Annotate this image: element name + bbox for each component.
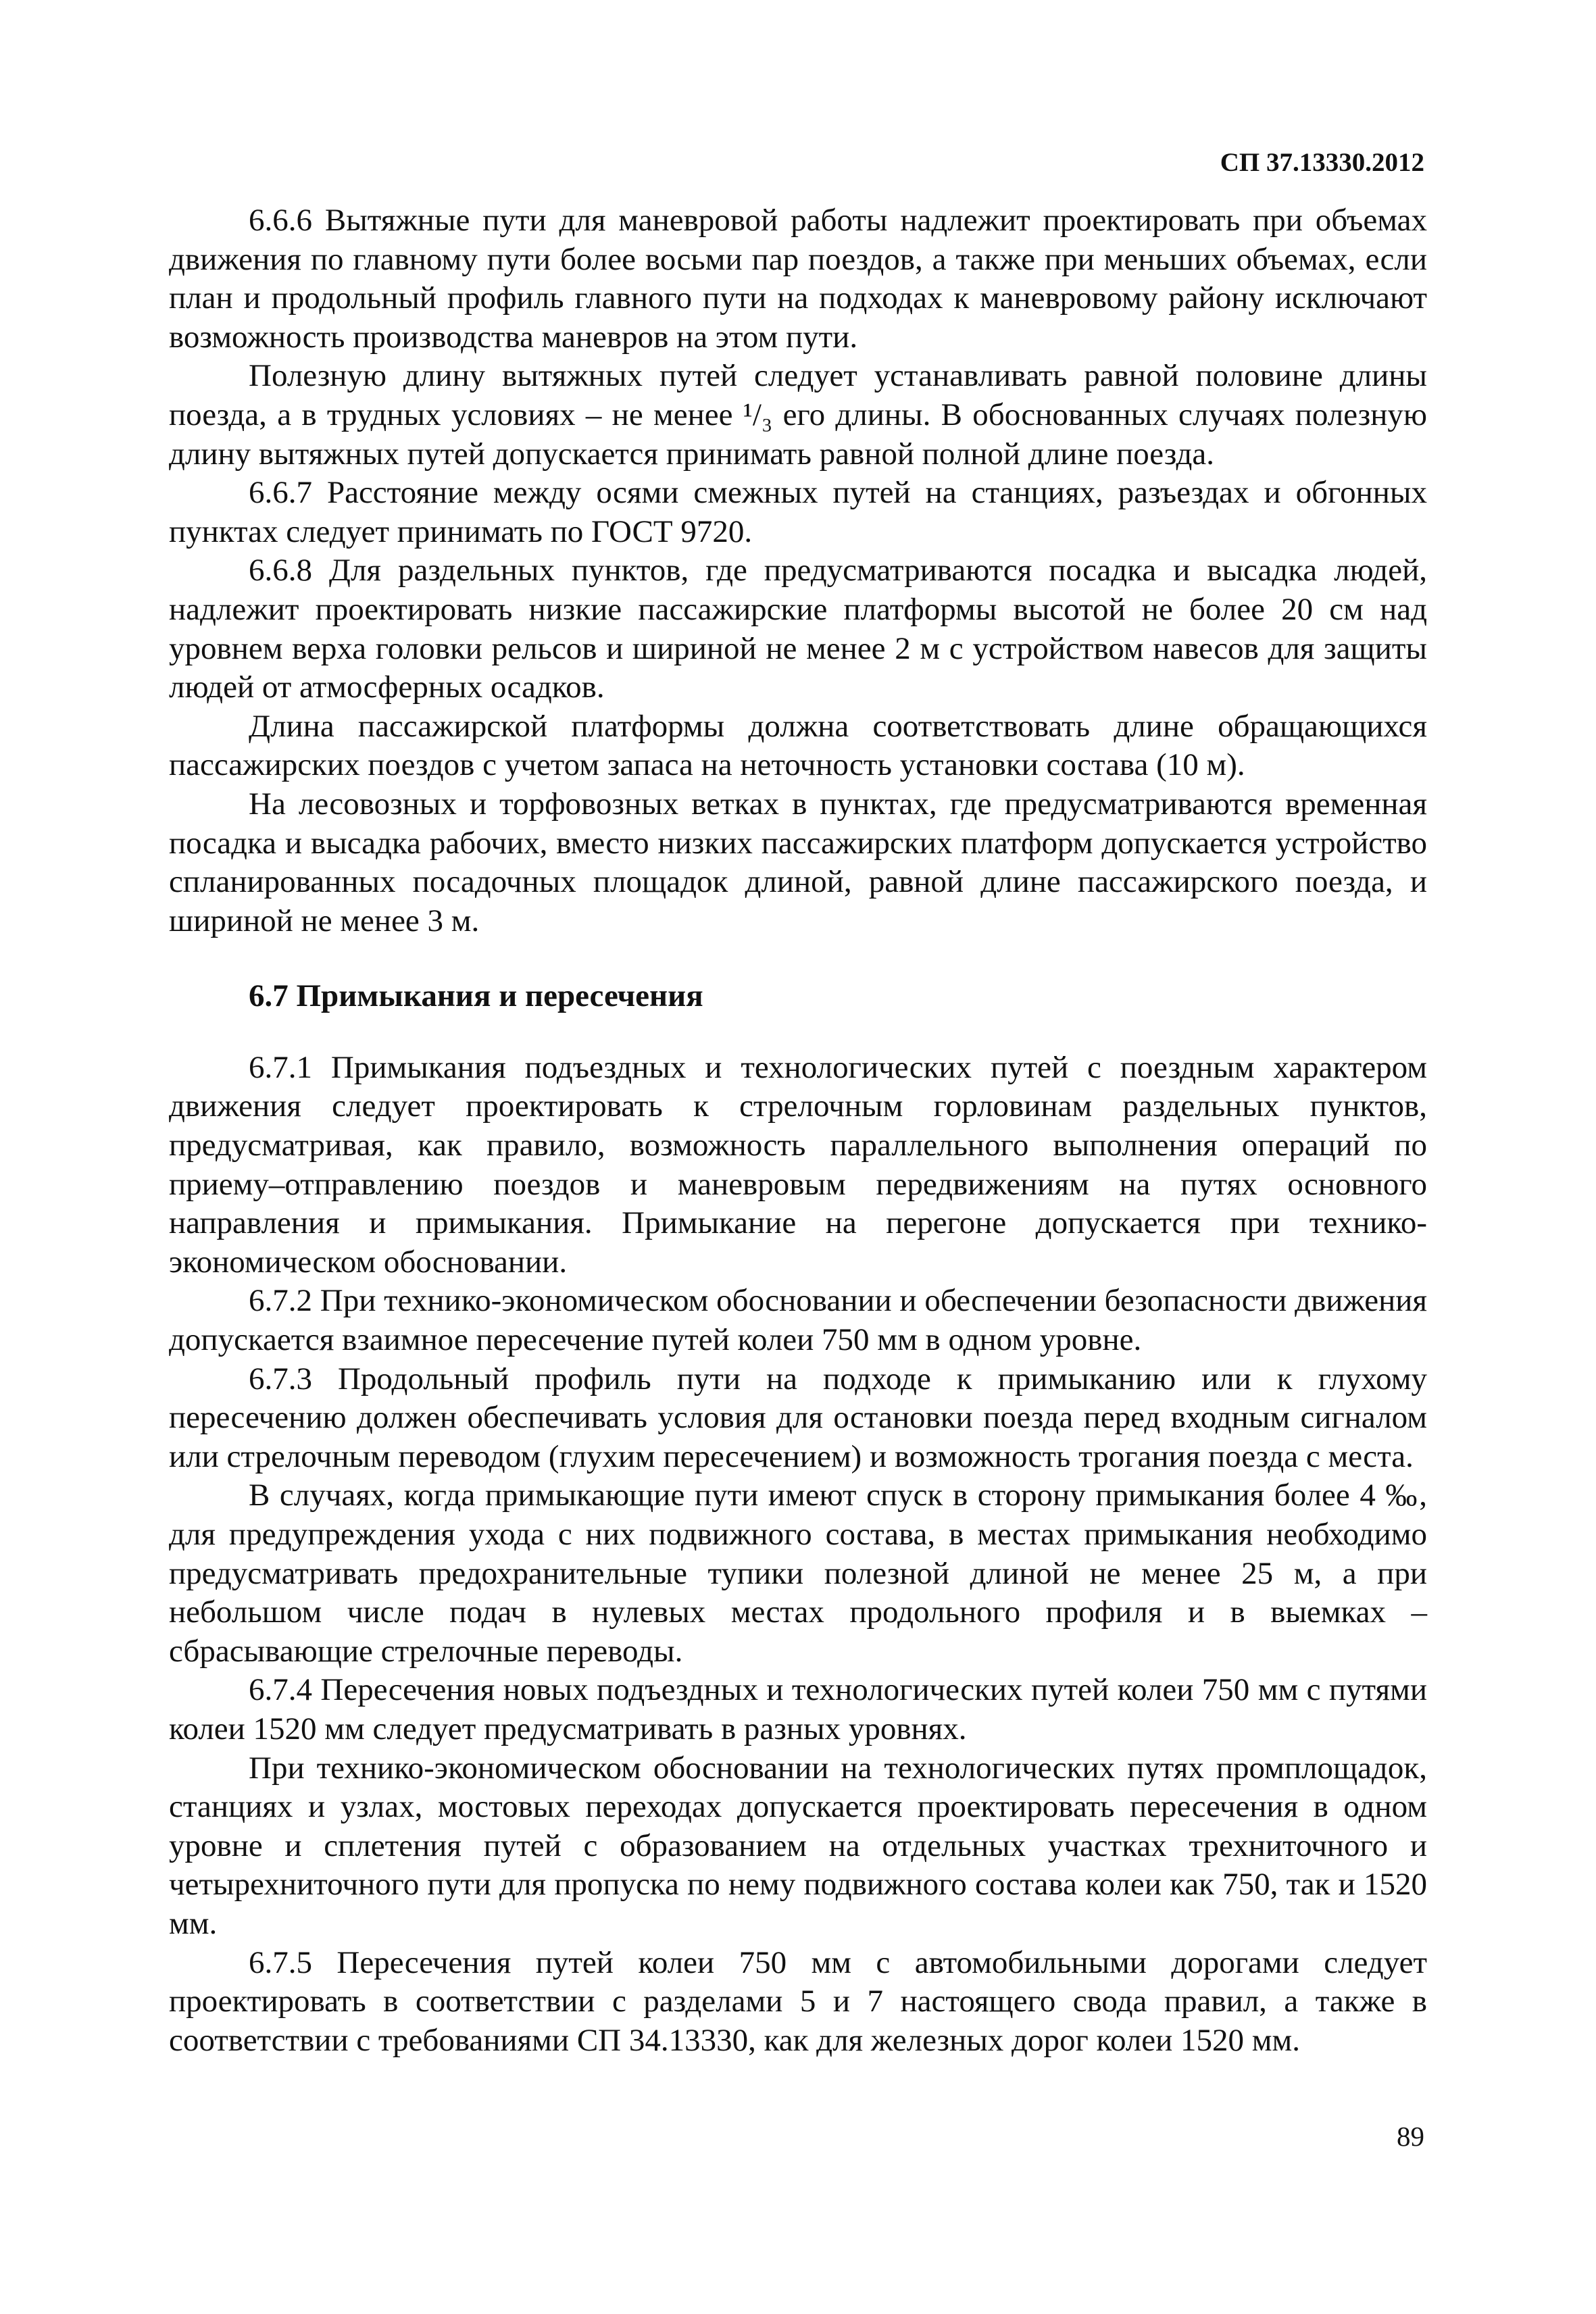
paragraph-6-7-3: 6.7.3 Продольный профиль пути на подходе к примыканию или к глухому пересечению должен обеспечивать условия для остановки поезда перед входным сигналом или стрелочным переводом (глухим пересечением) и возможность трогания поезда с места. [169, 1361, 1427, 1474]
section-heading-6-7: 6.7 Примыкания и пересечения [249, 978, 703, 1014]
page-number: 89 [1397, 2121, 1424, 2152]
paragraph-useful-length: Полезную длину вытяжных путей следует устанавливать равной половине длины поезда, а в трудных условиях – не менее ¹/₃ его длины. В обоснованных случаях полезную длину вытяжных путей допускается принимать равной полной длине поезда. [169, 358, 1427, 472]
paragraph-6-7-5: 6.7.5 Пересечения путей колеи 750 мм с автомобильными дорогами следует проектировать в соответствии с разделами 5 и 7 настоящего свода правил, а также в соответствии с требованиями СП 34.13330, как для железных дорог колеи 1520 мм. [169, 1944, 1427, 2058]
document-body [169, 201, 1427, 2060]
document-code: СП 37.13330.2012 [1220, 148, 1424, 177]
paragraph-6-7-2: 6.7.2 При технико-экономическом обосновании и обеспечении безопасности движения допускается взаимное пересечение путей колеи 750 мм в одном уровне. [169, 1283, 1427, 1358]
paragraph-6-6-7: 6.6.7 Расстояние между осями смежных путей на станциях, разъездах и обгонных пунктах следует принимать по ГОСТ 9720. [169, 475, 1427, 549]
paragraph-6-7-1: 6.7.1 Примыкания подъездных и технологических путей с поездным характером движения следует проектировать к стрелочным горловинам раздельных пунктов, предусматривая, как правило, возможность параллельного выполнения операций по приему–отправлению поездов и маневровым передвижениям на путях основного направления и примыкания. Примыкание на перегоне допускается при технико-экономическом обосновании. [169, 1049, 1427, 1280]
paragraph-6-7-4: 6.7.4 Пересечения новых подъездных и технологических путей колеи 750 мм с путями колеи 1520 мм следует предусматривать в разных уровнях. [169, 1672, 1427, 1746]
paragraph-6-6-8: 6.6.8 Для раздельных пунктов, где предусматриваются посадка и высадка людей, надлежит проектировать низкие пассажирские платформы высотой не более 20 см над уровнем верха головки рельсов и шириной не менее 2 м с устройством навесов для защиты людей от атмосферных осадков. [169, 553, 1427, 705]
paragraph-forest-branches: На лесовозных и торфовозных ветках в пунктах, где предусматриваются временная посадка и высадка рабочих, вместо низких пассажирских платформ допускается устройство спланированных посадочных площадок длиной, равной длине пассажирского поезда, и шириной не менее 3 м. [169, 786, 1427, 938]
paragraph-descent-cases: В случаях, когда примыкающие пути имеют спуск в сторону примыкания более 4 ‰, для предупреждения ухода с них подвижного состава, в местах примыкания необходимо предусматривать предохранительные тупики полезной длиной не менее 25 м, а при небольшом числе подач в нулевых местах продольного профиля и в выемках – сбрасывающие стрелочные переводы. [169, 1478, 1427, 1669]
paragraph-6-6-6: 6.6.6 Вытяжные пути для маневровой работы надлежит проектировать при объемах движения по главному пути более восьми пар поездов, а также при меньших объемах, если план и продольный профиль главного пути на подходах к маневровому району исключают возможность производства маневров на этом пути. [169, 203, 1427, 355]
paragraph-industrial-sites: При технико-экономическом обосновании на технологических путях промплощадок, станциях и узлах, мостовых переходах допускается проектировать пересечения в одном уровне и сплетения путей с образованием на отдельных участках трехниточного и четырехниточного пути для пропуска по нему подвижного состава колеи как 750, так и 1520 мм. [169, 1750, 1427, 1941]
paragraph-platform-length: Длина пассажирской платформы должна соответствовать длине обращающихся пассажирских поездов с учетом запаса на неточность установки состава (10 м). [169, 708, 1427, 783]
